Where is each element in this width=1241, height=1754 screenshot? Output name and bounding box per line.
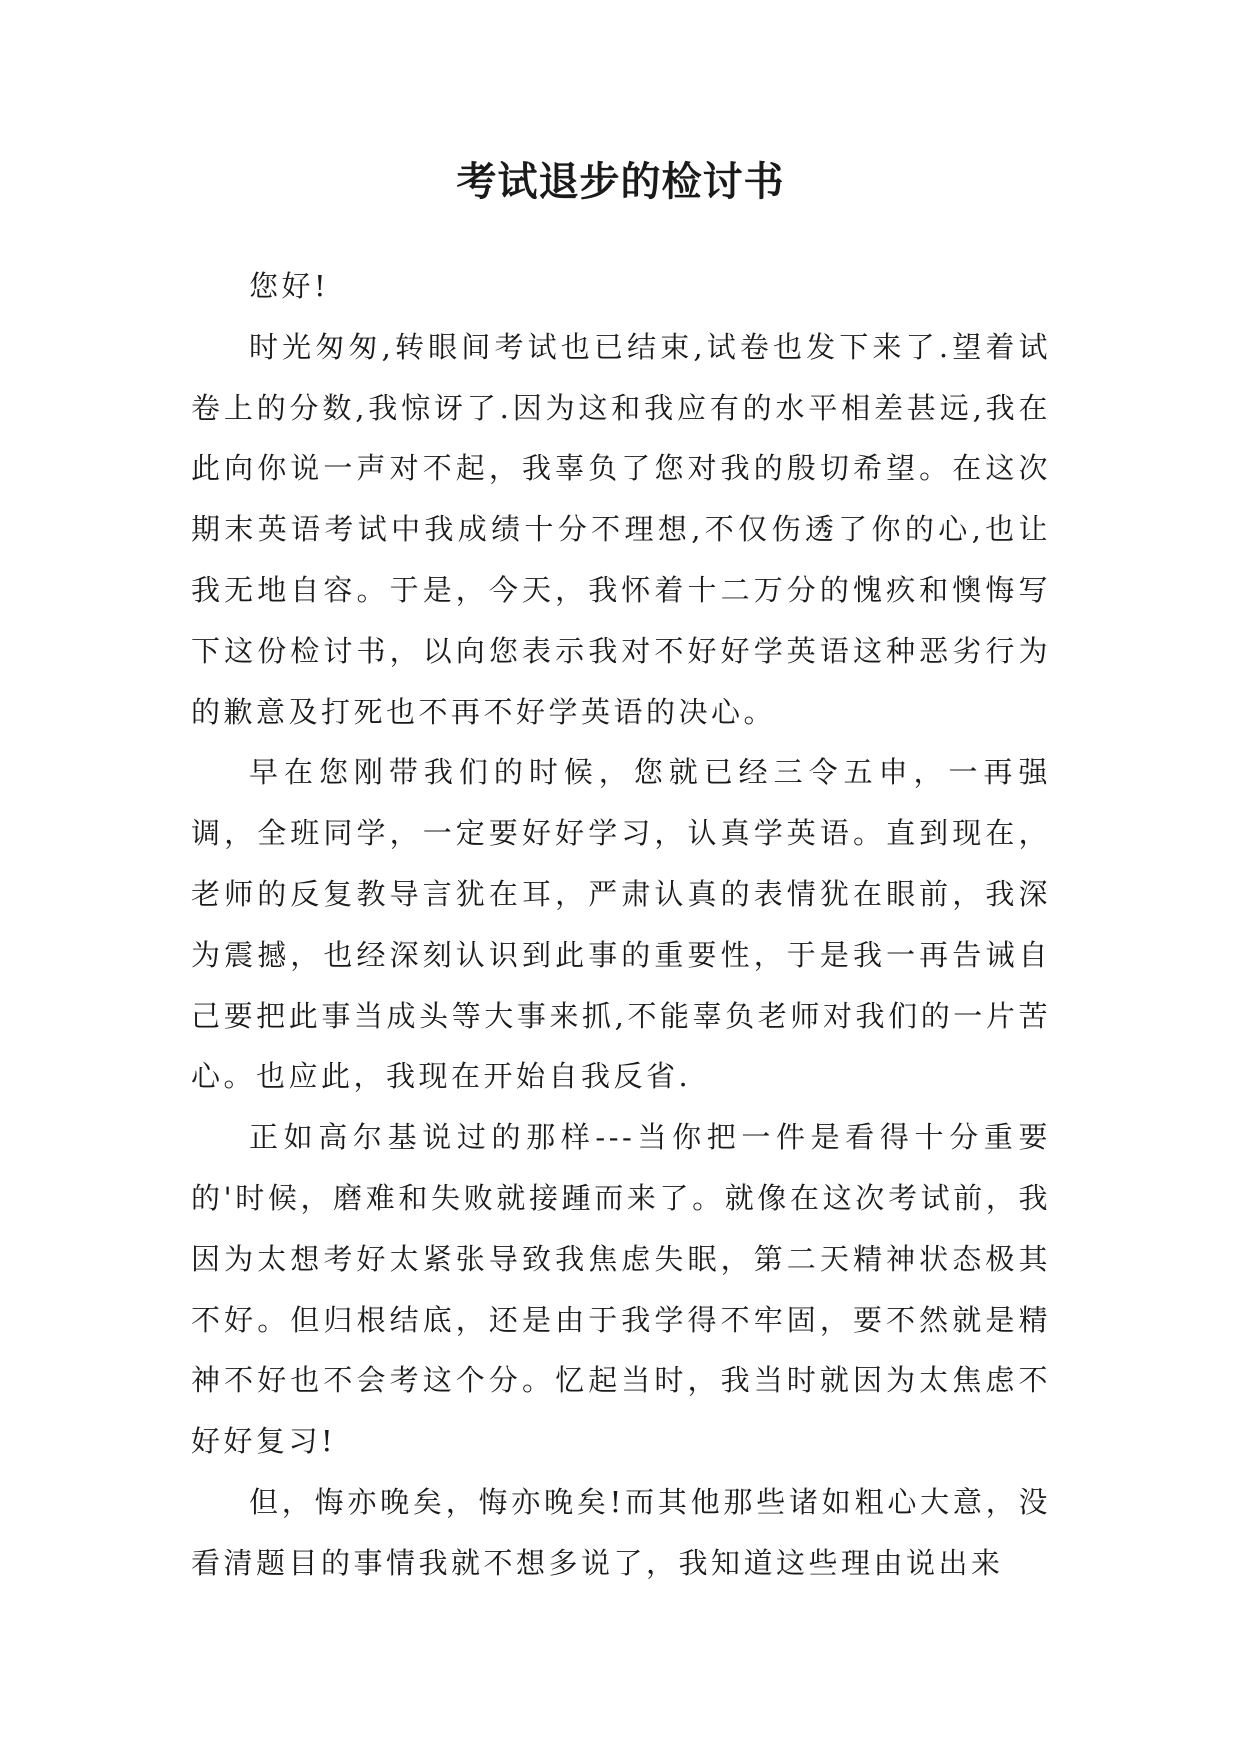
paragraph: 时光匆匆,转眼间考试也已结束,试卷也发下来了.望着试卷上的分数,我惊讶了.因为这和我应有的水平相差甚远,我在此向你说一声对不起，我辜负了您对我的殷切希望。在这次期末英语考试中我成绩十分不理想,不仅伤透了你的心,也让我无地自容。于是，今天，我怀着十二万分的愧疚和懊悔写下这份检讨书，以向您表示我对不好好学英语这种恶劣行为的歉意及打死也不再不好学英语的决心。 bbox=[191, 329, 1051, 729]
paragraph-greeting: 您好! bbox=[249, 269, 330, 303]
paragraph: 但，悔亦晚矣，悔亦晚矣!而其他那些诸如粗心大意，没看清题目的事情我就不想多说了，我知道这些理由说出来 bbox=[191, 1484, 1051, 1580]
document-body bbox=[191, 256, 1051, 1594]
paragraph: 早在您刚带我们的时候，您就已经三令五申，一再强调，全班同学，一定要好好学习，认真学英语。直到现在，老师的反复教导言犹在耳，严肃认真的表情犹在眼前，我深为震撼，也经深刻认识到此事的重要性，于是我一再告诫自己要把此事当成头等大事来抓,不能辜负老师对我们的一片苦心。也应此，我现在开始自我反省. bbox=[191, 755, 1051, 1094]
paragraph: 正如高尔基说过的那样---当你把一件是看得十分重要的'时候，磨难和失败就接踵而来了。就像在这次考试前，我因为太想考好太紧张导致我焦虑失眠，第二天精神状态极其不好。但归根结底，还是由于我学得不牢固，要不然就是精神不好也不会考这个分。忆起当时，我当时就因为太焦虑不好好复习! bbox=[191, 1120, 1051, 1459]
document-title: 考试退步的检讨书 bbox=[456, 158, 785, 205]
